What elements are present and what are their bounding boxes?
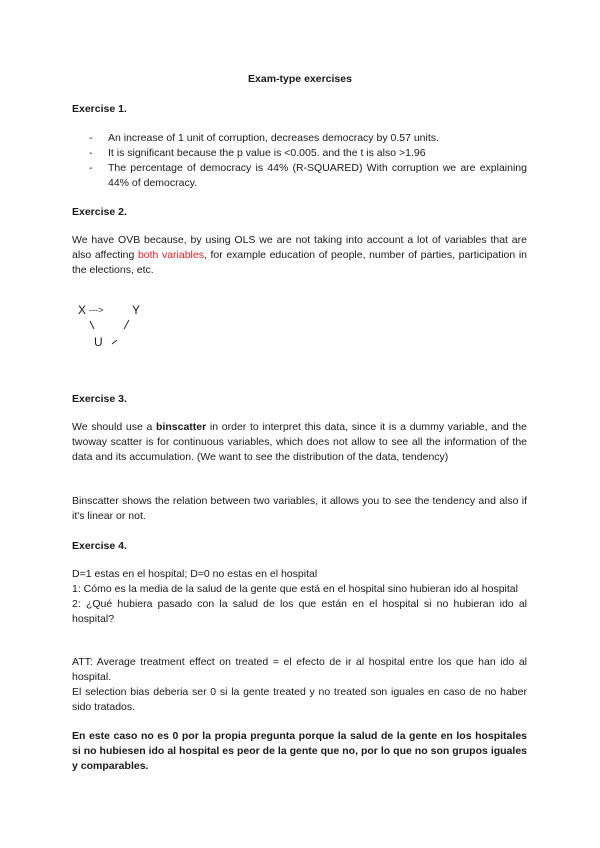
exercise-4-definitions [72, 567, 527, 627]
bullet-text: An increase of 1 unit of corruption, decreases democracy by 0.57 units. [108, 132, 439, 144]
list-item: - It is significant because the p value is <0.005. and the t is also >1.96 [89, 147, 426, 159]
exercise-1-bullet-list [72, 131, 527, 191]
diagram-edge-xu [90, 321, 94, 329]
diagram-y-label: Y [132, 303, 141, 317]
diagram-edge-u [112, 340, 117, 344]
list-item: - The percentage of democracy is 44% (R-SQUARED) With corruption we are explaining 44% of democracy. [89, 162, 527, 189]
exercise-4-heading: Exercise 4. [72, 540, 127, 552]
bold-term: binscatter [156, 421, 207, 433]
causal-diagram [76, 300, 156, 352]
paragraph-text: We have OVB because, by using OLS we are not taking into account a lot of variables that are also affecting [72, 234, 527, 261]
diagram-x-label: X [78, 303, 87, 317]
exercise-2-heading: Exercise 2. [72, 206, 127, 218]
paragraph-text: We should use a [72, 421, 157, 433]
selection-bias-text: El selection bias deberia ser 0 si la gente treated y no treated son iguales en caso de no haber sido tratados. [72, 686, 527, 713]
question-2: 2: ¿Qué hubiera pasado con la salud de los que están en el hospital si no hubieran ido al hospital? [72, 598, 527, 625]
exercise-2-paragraph [72, 233, 527, 278]
exercise-1-heading: Exercise 1. [72, 103, 127, 115]
diagram-u-label: U [94, 335, 103, 349]
question-1: 1: Cómo es la media de la salud de la gente que está en el hospital sino hubieran ido al hospital [72, 583, 518, 595]
exercise-3-heading: Exercise 3. [72, 393, 127, 405]
exercise-3-paragraph-2: Binscatter shows the relation between two variables, it allows you to see the tendency and also if it's linear or not. [72, 495, 527, 522]
bullet-text: It is significant because the p value is <0.005. and the t is also >1.96 [108, 147, 426, 159]
list-item: - An increase of 1 unit of corruption, decreases democracy by 0.57 units. [89, 132, 439, 144]
bullet-text: The percentage of democracy is 44% (R-SQUARED) With corruption we are explaining 44% of democracy. [108, 162, 527, 189]
exercise-4-att-block [72, 655, 527, 715]
paragraph-text: in order to interpret this data, since it is a dummy variable, and the twoway scatter is for continuous variables, which does not allow to see all the information of the data and its accumulation. (We want to see the distribution of the data, tendency) [72, 421, 527, 463]
diagram-edge-yu [124, 320, 129, 329]
highlighted-text: both variables [137, 249, 204, 261]
page-title: Exam-type exercises [248, 73, 352, 85]
att-definition: ATT: Average treatment effect on treated = el efecto de ir al hospital entre los que han ido al hospital. [72, 656, 527, 683]
paragraph-text: , for example education of people, number of parties, participation in the elections, etc. [72, 249, 527, 276]
definition-line: D=1 estas en el hospital; D=0 no estas en el hospital [72, 568, 318, 580]
exercise-4-conclusion: En este caso no es 0 por la propia pregunta porque la salud de la gente en los hospitales si no hubiesen ido al hospital es peor de la gente que no, por lo que no son grupos iguales y comparables. [72, 730, 527, 772]
exercise-3-paragraph-1 [72, 420, 527, 465]
diagram-arrow-label: ---> [89, 305, 104, 315]
